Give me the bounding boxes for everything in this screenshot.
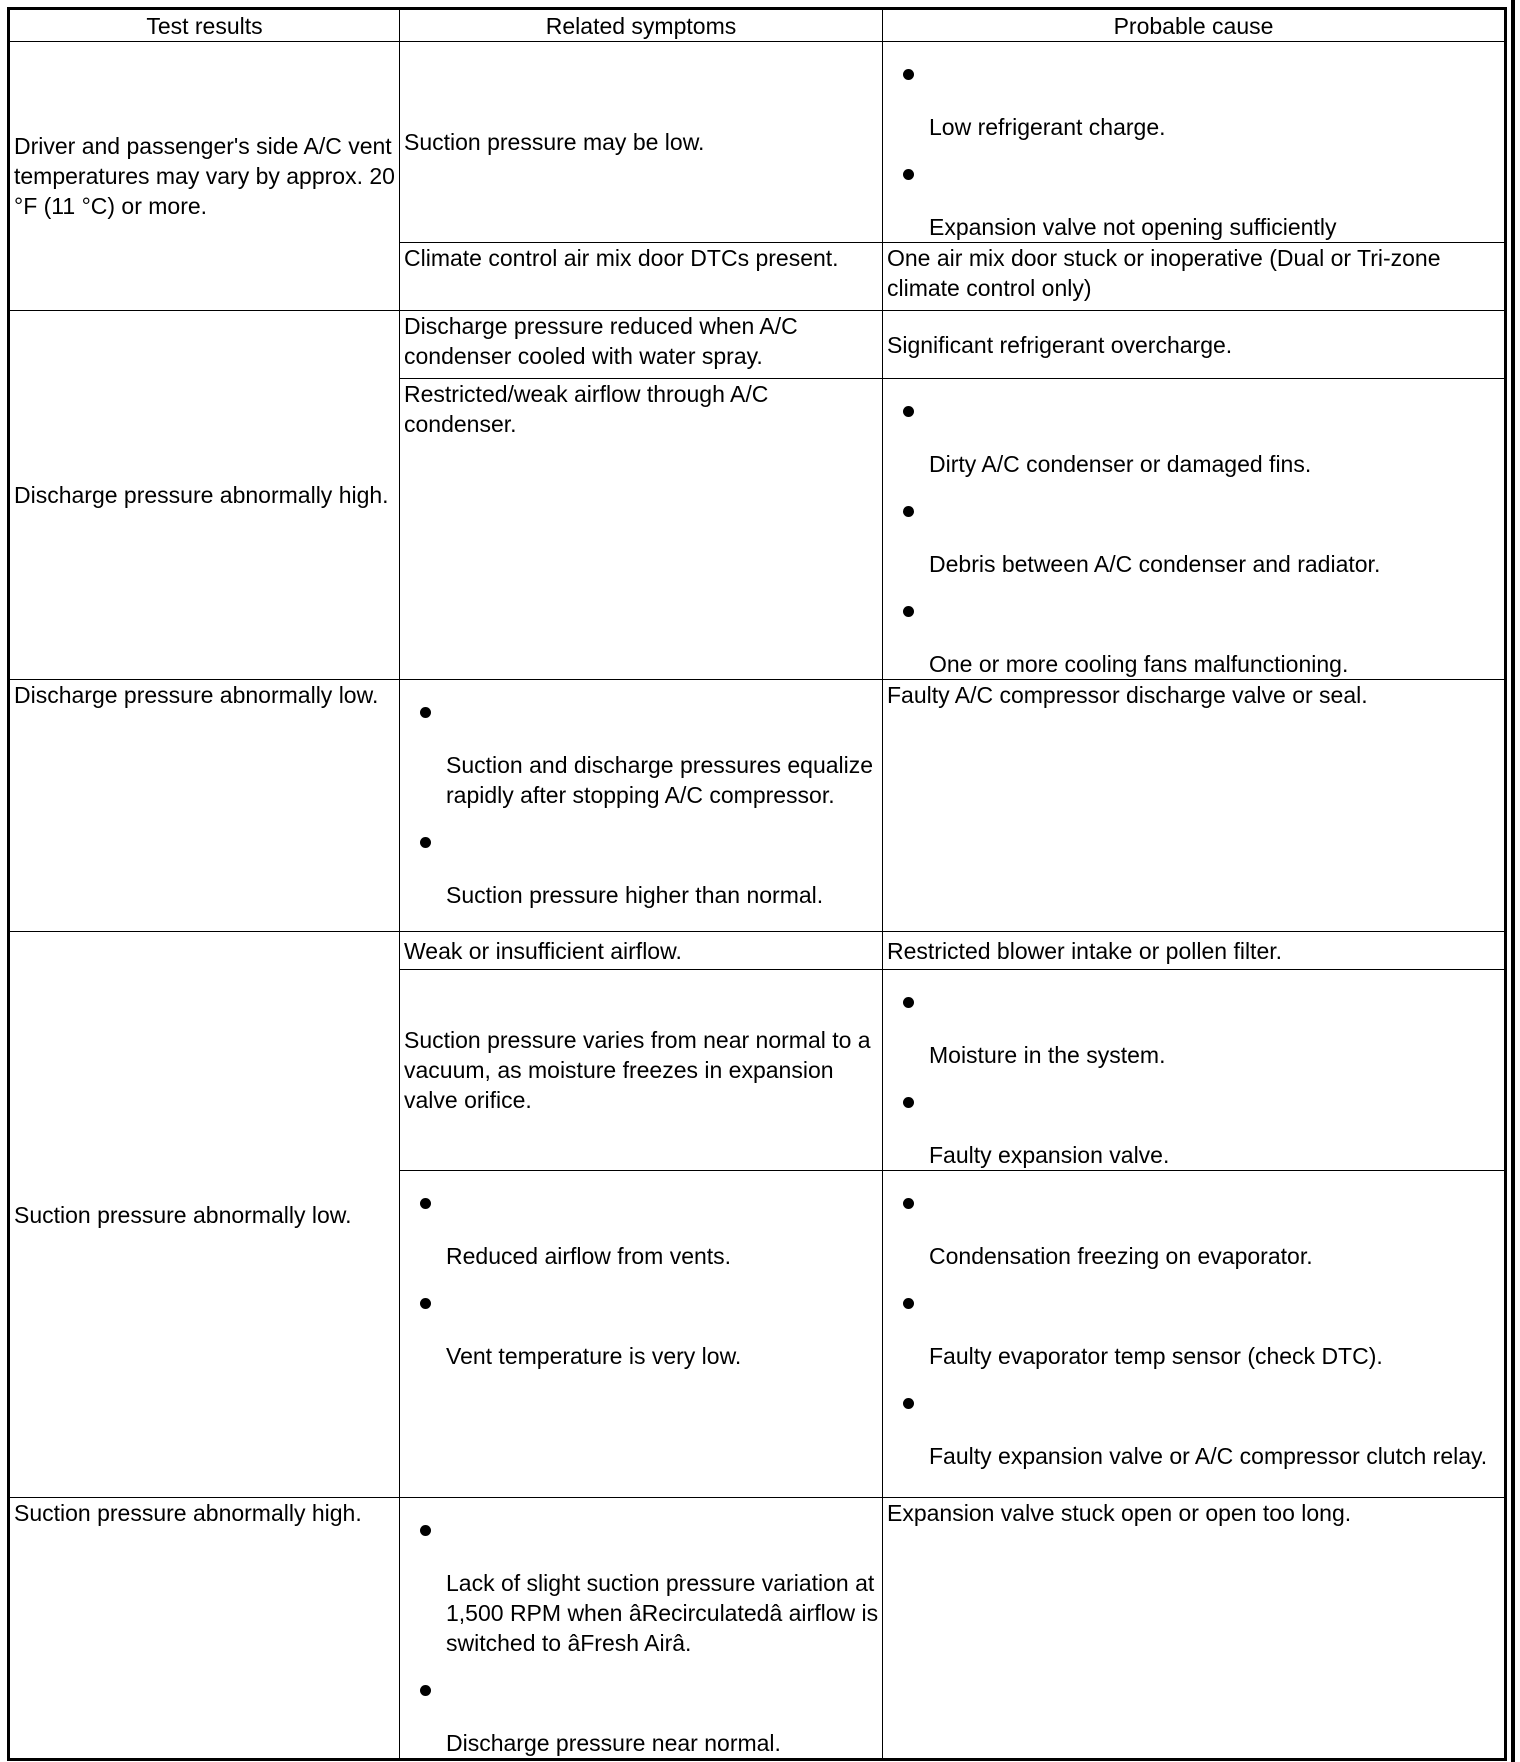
symptom-item: Reduced airflow from vents. [446, 1243, 732, 1269]
header-probable-cause: Probable cause [883, 9, 1506, 42]
symptom-cell: Weak or insufficient airflow. [400, 932, 883, 970]
cause-item: Faulty expansion valve or A/C compressor clutch relay. [929, 1443, 1488, 1469]
bullet-icon [420, 1187, 882, 1241]
table-row [9, 311, 1506, 379]
cause-cell [883, 42, 1506, 243]
symptom-cell [400, 1498, 883, 1760]
bullet-icon [903, 1187, 1504, 1241]
test-result-cell: Discharge pressure abnormally high. [9, 311, 400, 680]
header-row [9, 9, 1506, 42]
bullet-icon [903, 1287, 1504, 1341]
test-result-cell: Driver and passenger's side A/C vent temperatures may vary by approx. 20 °F (11 °C) or more. [9, 42, 400, 311]
symptom-cell [400, 1171, 883, 1498]
cause-item: Low refrigerant charge. [929, 114, 1166, 140]
cause-item: Debris between A/C condenser and radiator. [929, 551, 1381, 577]
symptom-item: Lack of slight suction pressure variation at 1,500 RPM when âRecirculatedâ airflow is switched to âFresh Airâ. [446, 1570, 879, 1656]
cause-item: Faulty evaporator temp sensor (check DTC). [929, 1343, 1383, 1369]
cause-item: Expansion valve not opening sufficiently [929, 214, 1337, 240]
cause-item: Moisture in the system. [929, 1042, 1166, 1068]
table-row [9, 42, 1506, 243]
symptom-cell: Suction pressure varies from near normal to a vacuum, as moisture freezes in expansion valve orifice. [400, 970, 883, 1171]
header-related-symptoms: Related symptoms [400, 9, 883, 42]
symptom-item: Discharge pressure near normal. [446, 1730, 781, 1756]
bullet-icon [903, 158, 1504, 212]
bullet-icon [420, 1514, 882, 1568]
test-result-cell: Suction pressure abnormally high. [9, 1498, 400, 1760]
bullet-icon [420, 1674, 882, 1728]
cause-cell [883, 1171, 1506, 1498]
test-result-cell: Suction pressure abnormally low. [9, 932, 400, 1498]
table-row [9, 680, 1506, 932]
page-edge-rule [1511, 0, 1515, 1762]
symptom-item: Suction pressure higher than normal. [446, 882, 824, 908]
symptom-item: Suction and discharge pressures equalize rapidly after stopping A/C compressor. [446, 752, 874, 808]
symptom-item: Vent temperature is very low. [446, 1343, 742, 1369]
bullet-icon [903, 395, 1504, 449]
cause-cell: Expansion valve stuck open or open too long. [883, 1498, 1506, 1760]
cause-cell: One air mix door stuck or inoperative (Dual or Tri-zone climate control only) [883, 243, 1506, 311]
bullet-icon [903, 595, 1504, 649]
cause-cell: Restricted blower intake or pollen filter. [883, 932, 1506, 970]
symptom-cell: Suction pressure may be low. [400, 42, 883, 243]
cause-cell [883, 970, 1506, 1171]
cause-cell: Faulty A/C compressor discharge valve or seal. [883, 680, 1506, 932]
cause-cell: Significant refrigerant overcharge. [883, 311, 1506, 379]
bullet-icon [903, 1387, 1504, 1441]
bullet-icon [420, 1287, 882, 1341]
cause-item: Dirty A/C condenser or damaged fins. [929, 451, 1312, 477]
bullet-icon [420, 696, 882, 750]
cause-item: Faulty expansion valve. [929, 1142, 1170, 1168]
symptom-cell: Restricted/weak airflow through A/C condenser. [400, 379, 883, 680]
header-test-results: Test results [9, 9, 400, 42]
bullet-icon [903, 58, 1504, 112]
bullet-icon [903, 986, 1504, 1040]
test-result-cell: Discharge pressure abnormally low. [9, 680, 400, 932]
table-row [9, 932, 1506, 970]
symptom-cell: Climate control air mix door DTCs present. [400, 243, 883, 311]
diagnosis-table [7, 7, 1507, 1761]
cause-item: Condensation freezing on evaporator. [929, 1243, 1313, 1269]
cause-cell [883, 379, 1506, 680]
symptom-cell: Discharge pressure reduced when A/C condenser cooled with water spray. [400, 311, 883, 379]
bullet-icon [903, 495, 1504, 549]
bullet-icon [420, 826, 882, 880]
bullet-icon [903, 1086, 1504, 1140]
cause-item: One or more cooling fans malfunctioning. [929, 651, 1349, 677]
symptom-cell [400, 680, 883, 932]
table-row [9, 1498, 1506, 1760]
